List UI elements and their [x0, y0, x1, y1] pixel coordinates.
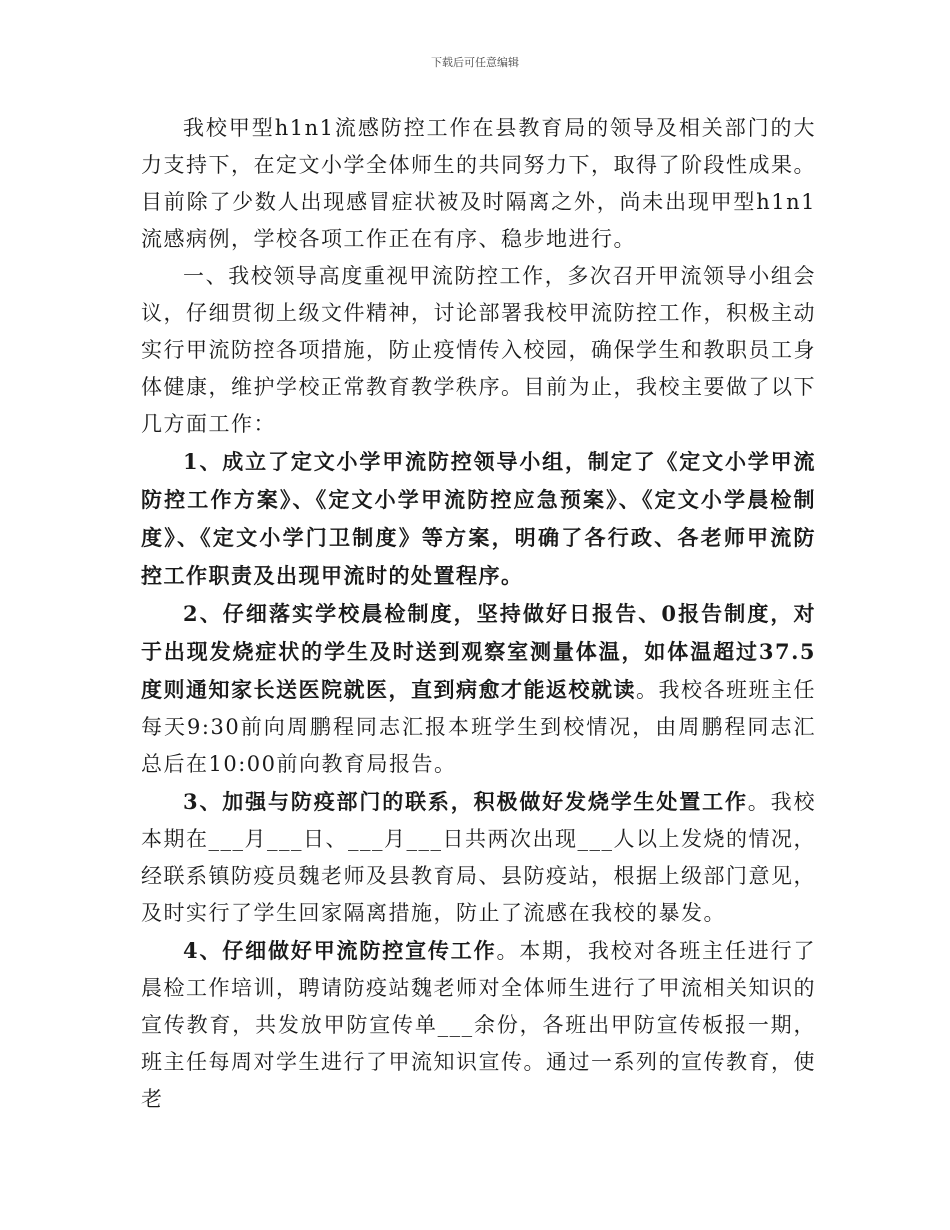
paragraph-item-2 [141, 595, 816, 783]
paragraph-section-one: 一、我校领导高度重视甲流防控工作，多次召开甲流领导小组会议，仔细贯彻上级文件精神，讨论部署我校甲流防控工作，积极主动实行甲流防控各项措施，防止疫情传入校园，确保学生和教职员工身体健康，维护学校正常教育教学秩序。目前为止，我校主要做了以下几方面工作： [141, 264, 816, 436]
paragraph-item-4 [141, 932, 816, 1118]
paragraph-intro: 我校甲型h1n1流感防控工作在县教育局的领导及相关部门的大力支持下，在定文小学全体师生的共同努力下，取得了阶段性成果。目前除了少数人出现感冒症状被及时隔离之外，尚未出现甲型h1n1流感病例，学校各项工作正在有序、稳步地进行。 [141, 116, 816, 251]
item-4-bold: 4、仔细做好甲流防控宣传工作 [183, 938, 497, 963]
paragraph-item-1 [141, 443, 816, 595]
paragraph-item-3 [141, 783, 816, 932]
item-2-text: 。我校各班班主任每天9:30前向周鹏程同志汇报本班学生到校情况，由周鹏程同志汇总后在10:00前向教育局报告。 [141, 678, 816, 776]
item-3-text: 。我校本期在___月___日、___月___日共两次出现___人以上发烧的情况，经联系镇防疫员魏老师及县教育局、县防疫站，根据上级部门意见，及时实行了学生回家隔离措施，防止了流感在我校的暴发。 [141, 790, 816, 925]
item-1-bold: 1、成立了定文小学甲流防控领导小组，制定了《定文小学甲流防控工作方案》、《定文小学甲流防控应急预案》、《定文小学晨检制度》、《定文小学门卫制度》等方案，明确了各行政、各老师甲流防控工作职责及出现甲流时的处置程序。 [141, 449, 816, 588]
item-2-bold: 2、仔细落实学校晨检制度，坚持做好日报告、0报告制度，对于出现发烧症状的学生及时送到观察室测量体温，如体温超过37.5度则通知家长送医院就医，直到病愈才能返校就读 [141, 601, 816, 702]
item-4-text: 。本期，我校对各班主任进行了晨检工作培训，聘请防疫站魏老师对全体师生进行了甲流相关知识的宣传教育，共发放甲防宣传单___余份，各班出甲防宣传板报一期，班主任每周对学生进行了甲流知识宣传。通过一系列的宣传教育，使老 [141, 939, 816, 1111]
page-header: 下载后可任意编辑 [431, 56, 519, 69]
document-body [141, 110, 816, 1118]
item-3-bold: 3、加强与防疫部门的联系，积极做好发烧学生处置工作 [183, 789, 748, 814]
